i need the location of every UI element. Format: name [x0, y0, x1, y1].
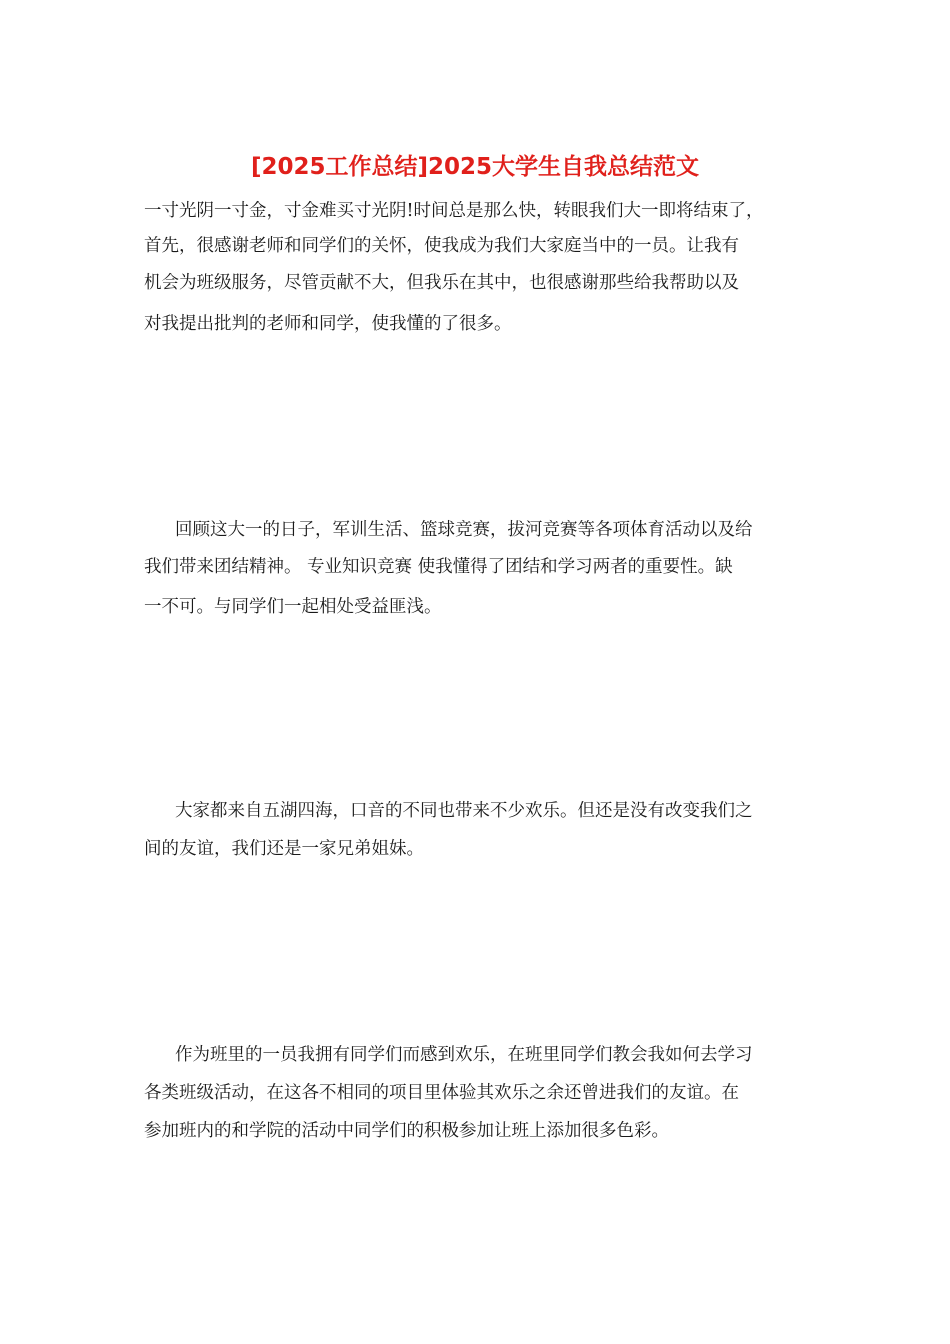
paragraph-line: 各类班级活动，在这各不相同的项目里体验其欢乐之余还曾进我们的友谊。在	[144, 1083, 739, 1103]
paragraph-line: 参加班内的和学院的活动中同学们的积极参加让班上添加很多色彩。	[144, 1121, 669, 1141]
paragraph-line: 回顾这大一的日子，军训生活、篮球竞赛，拔河竞赛等各项体育活动以及给	[175, 520, 753, 540]
document-title: [2025工作总结]2025大学生自我总结范文	[250, 154, 700, 180]
paragraph-line: 首先，很感谢老师和同学们的关怀，使我成为我们大家庭当中的一员。让我有	[144, 236, 739, 256]
paragraph-line: 间的友谊，我们还是一家兄弟姐妹。	[144, 839, 424, 859]
paragraph-line: 我们带来团结精神。 专业知识竞赛 使我懂得了团结和学习两者的重要性。缺	[144, 557, 733, 577]
paragraph-line: 对我提出批判的老师和同学，使我懂的了很多。	[144, 314, 512, 334]
paragraph-line: 一寸光阴一寸金，寸金难买寸光阴!时间总是那么快，转眼我们大一即将结束了，	[144, 201, 764, 221]
paragraph-line: 一不可。与同学们一起相处受益匪浅。	[144, 597, 442, 617]
paragraph-line: 大家都来自五湖四海，口音的不同也带来不少欢乐。但还是没有改变我们之	[175, 801, 753, 821]
paragraph-line: 作为班里的一员我拥有同学们而感到欢乐，在班里同学们教会我如何去学习	[175, 1045, 753, 1065]
paragraph-line: 机会为班级服务，尽管贡献不大，但我乐在其中，也很感谢那些给我帮助以及	[144, 273, 739, 293]
